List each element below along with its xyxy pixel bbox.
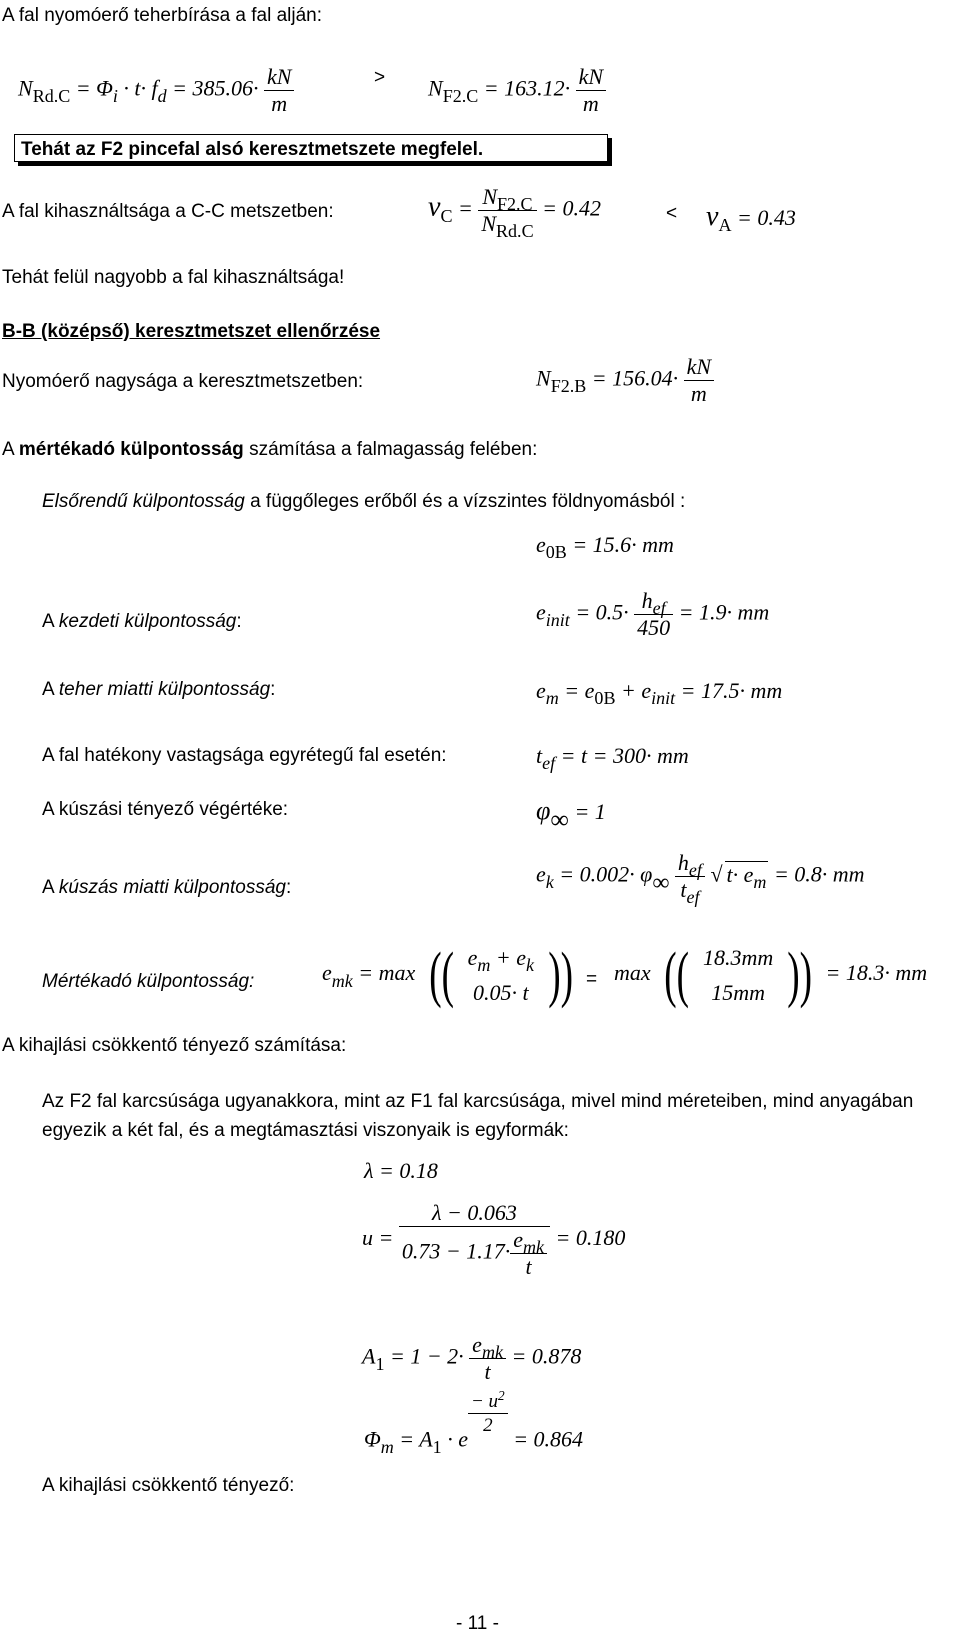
initial-label: A kezdeti külpontosság: [42, 611, 242, 632]
nf2c-formula: $N_{F2.C} = 163.12\cdot$ $\frac{kN}{m}$ [428, 66, 606, 115]
utilization-label: A fal kihasználtsága a C-C metszetben: [2, 201, 334, 222]
decisive-label: Mértékadó külpontosság: [42, 971, 255, 992]
nuA-formula: $\nu_A = 0.43$ [706, 201, 796, 236]
intro-title: A fal nyomóerő teherbírása a fal alján: [2, 5, 323, 26]
less-than: < [666, 203, 678, 224]
creep-factor-label: A kúszási tényező végértéke: [42, 799, 289, 820]
phi-inf-formula: φ∞ = 1 [536, 796, 606, 835]
nrd-formula: $N_{Rd.C} = \Phi_i \cdot t\cdot f_d = 385.06\cdot$ $\frac{kN}{m}$ [18, 66, 294, 115]
utilization-note: Tehát felül nagyobb a fal kihasználtsága! [2, 267, 345, 288]
tef-formula: $t_{ef} = t = 300\cdot$ mm [536, 743, 689, 774]
section-bb-heading: B-B (középső) keresztmetszet ellenőrzése [2, 321, 381, 342]
buckling-paragraph: Az F2 fal karcsúsága ugyanakkora, mint az F1 fal karcsúsága, mivel mind méreteiben, mind anyagában egyezik a két fal, és a megtámasztási viszonyaik is egyformák: [42, 1091, 914, 1141]
force-label: Nyomóerő nagysága a keresztmetszetben: [2, 371, 364, 392]
greater-than: > [374, 67, 386, 88]
utilization-formula: $\nu_C$ = $\frac{N_{F2.C}}{N_{Rd.C}}$ = 0.42 [428, 184, 601, 242]
first-order-label: Elsőrendű külpontosság a függőleges erőből és a vízszintes földnyomásból : [42, 491, 686, 512]
thickness-label: A fal hatékony vastagsága egyrétegű fal esetén: [42, 745, 447, 766]
emk-formula: $e_{mk} = \max$ (( $e_m + e_k$ 0.05· t )) [322, 941, 573, 1010]
page-number: - 11 - [456, 1613, 499, 1634]
einit-formula: $e_{init} = 0.5\cdot$ $\frac{h_{ef}}{450}$ = 1.9· mm [536, 588, 770, 640]
u-formula: u = λ − 0.063 0.73 − 1.17· $\frac{e_{mk}}{t}$ = 0.180 [362, 1200, 626, 1279]
decisive-eq: = [586, 969, 598, 990]
conclusion-box: Tehát az F2 pincefal alsó keresztmetszete megfelel. [14, 134, 608, 162]
lambda-formula: λ = 0.18 [364, 1158, 438, 1183]
e0b-formula: $e_{0B} = 15.6\cdot$ mm [536, 532, 674, 563]
phi-m-formula: $\Phi_m = A_1 \cdot e$ $\frac{- u^2}{2}$ = 0.864 [364, 1387, 584, 1457]
creep-ecc-label: A kúszás miatti külpontosság: [42, 877, 292, 898]
decisive-intro: A mértékadó külpontosság számítása a falmagasság felében: [2, 439, 538, 460]
a1-formula: $A_1 = 1 - 2\cdot$ $\frac{e_{mk}}{t}$ = 0.878 [362, 1332, 582, 1384]
ek-formula: $e_k = 0.002\cdot \varphi\infty$ $\frac{h_{ef}}{t_{ef}}$ √ $t\cdot e_m = 0.8\cdot$ mm [536, 850, 865, 908]
emk-values: max (( 18.3mm 15mm )) = 18.3· mm [614, 941, 928, 1010]
em-formula: $e_m = e_{0B} + e_{init} = 17.5\cdot$ mm [536, 678, 783, 709]
nf2b-formula: $N_{F2.B} = 156.04\cdot$ $\frac{kN}{m}$ [536, 356, 714, 405]
load-label: A teher miatti külpontosság: [42, 679, 276, 700]
phi-label: A kihajlási csökkentő tényező: [42, 1475, 295, 1496]
buckling-heading: A kihajlási csökkentő tényező számítása: [2, 1035, 347, 1056]
